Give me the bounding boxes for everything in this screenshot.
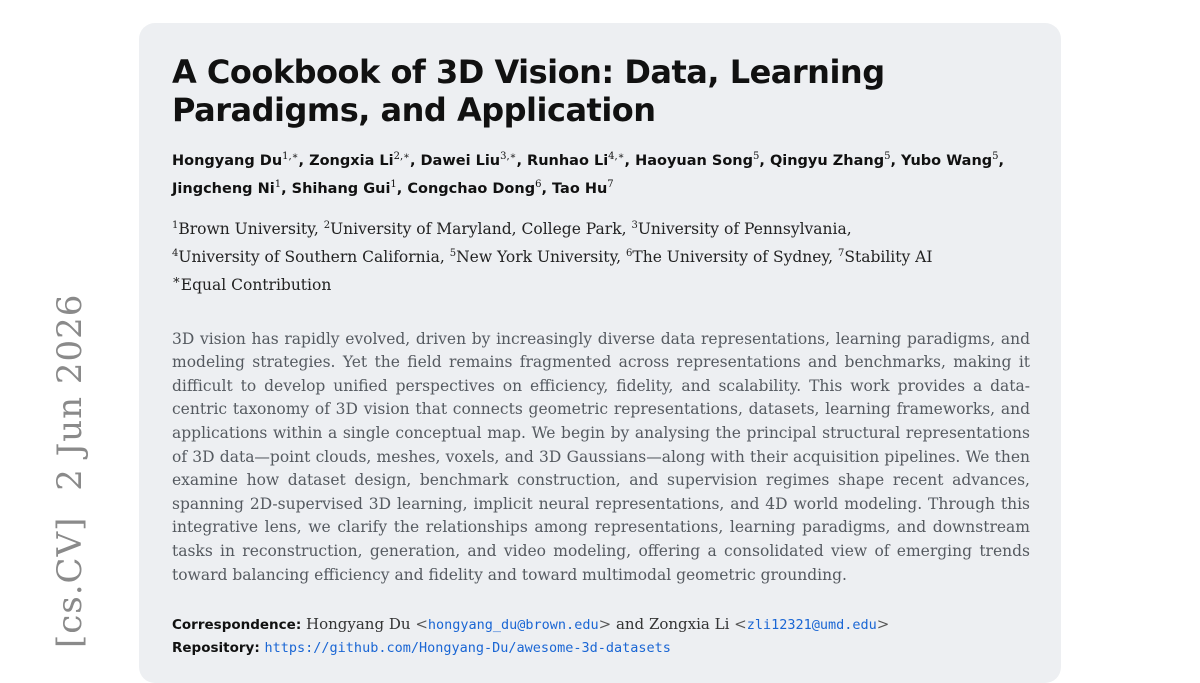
author-name: Yubo Wang$^5$ [901,151,999,169]
arxiv-sidebar-stamp [50,293,90,648]
author-name: Tao Hu$^7$ [552,179,614,197]
paper-header-card [139,23,1061,683]
arxiv-category: [cs.CV] [50,516,90,648]
affiliation-line-2: $^4$University of Southern California, $^5$New York University, $^6$The University of Sydney, $^7$Stability AI [172,247,933,266]
correspondence-line: Correspondence: Hongyang Du <hongyang_du@brown.edu> and Zongxia Li <zli12321@umd.edu> [172,615,890,634]
repository-line [172,636,1032,659]
author-name: Haoyuan Song$^5$ [635,151,760,169]
author-name: Dawei Liu$^{3,∗}$ [420,151,517,169]
correspondent-email-link[interactable]: zli12321@umd.edu [746,617,877,634]
affiliation: $^5$New York University [449,247,617,266]
author-list: Hongyang $Du^{1,∗}$, Zongxia $Li^{2,∗}$, Dawei Liu$^{3,∗}$, Runhao $Li^{4,∗}$, Haoyuan Song$^5$, Qingyu Zhang$^5$, Yubo Wang$^5$, Jingcheng Ni$^1$, Shihang Gui$^1$, Congchao Dong$^6$, Tao Hu$^7$ [172,151,1005,197]
author-name: Runhao $Li^{4,∗}$ [527,151,625,169]
author-name: Qingyu Zhang$^5$ [769,151,891,169]
paper-content [172,53,1032,659]
author-name: Jingcheng Ni$^1$ [172,179,282,197]
affiliation-list [172,214,1052,298]
repository-label: Repository: [172,640,260,657]
affiliation-line-1: $^1$Brown University, $^2$University of Maryland, College Park, $^3$University of Pennsylvania, [172,220,852,238]
author-name: Zongxia $Li^{2,∗}$ [309,151,410,169]
correspondent-email-link[interactable]: hongyang_du@brown.edu [427,617,599,634]
affiliation: $^7$Stability AI [837,247,933,266]
affiliation: $^2$University of Maryland, College Park [323,220,622,238]
correspondence-label: Correspondence: [172,617,302,634]
abstract-text: 3D vision has rapidly evolved, driven by increasingly diverse data representations, learning paradigms, and modeling strategies. Yet the field remains fragmented across representations and benchmarks, making it difficult to develop unified perspectives on efficiency, fidelity, and scalability. This work provides a data-centric taxonomy of 3D vision that connects geometric representations, datasets, learning frameworks, and applications within a single conceptual map. We begin by analysing the principal structural representations of 3D data—point clouds, meshes, voxels, and 3D Gaussians—along with their acquisition pipelines. We then examine how dataset design, benchmark construction, and supervision regimes shape recent advances, spanning 2D-supervised 3D learning, implicit neural representations, and 4D world modeling. Through this integrative lens, we clarify the relationships among representations, learning paradigms, and downstream tasks in reconstruction, generation, and video modeling, offering a consolidated view of emerging trends toward balancing efficiency and fidelity and toward multimodal geometric grounding. [172,329,1030,584]
author-name: Shihang Gui$^1$ [291,179,397,197]
affiliation: $^4$University of Southern California [172,247,440,266]
equal-contribution-note: ∗Equal Contribution [172,273,332,295]
arxiv-date: 2 Jun 2026 [50,293,90,491]
repository-link[interactable]: https://github.com/Hongyang-Du/awesome-3d-datasets [264,640,671,657]
correspondence-joiner: and [615,615,645,634]
affiliation: $^6$The University of Sydney [626,247,829,266]
author-name: Congchao Dong$^6$ [407,179,542,197]
author-name: Hongyang $Du^{1,∗}$ [172,151,299,169]
paper-title: A Cookbook of 3D Vision: Data, Learning Paradigms, and Application [172,53,885,129]
paper-meta [172,613,1032,659]
affiliation: $^3$University of Pennsylvania [631,220,847,238]
affiliation: $^1$Brown University [172,220,314,238]
correspondent-name: Zongxia Li [648,615,730,634]
correspondent-name: Hongyang Du [306,615,411,634]
